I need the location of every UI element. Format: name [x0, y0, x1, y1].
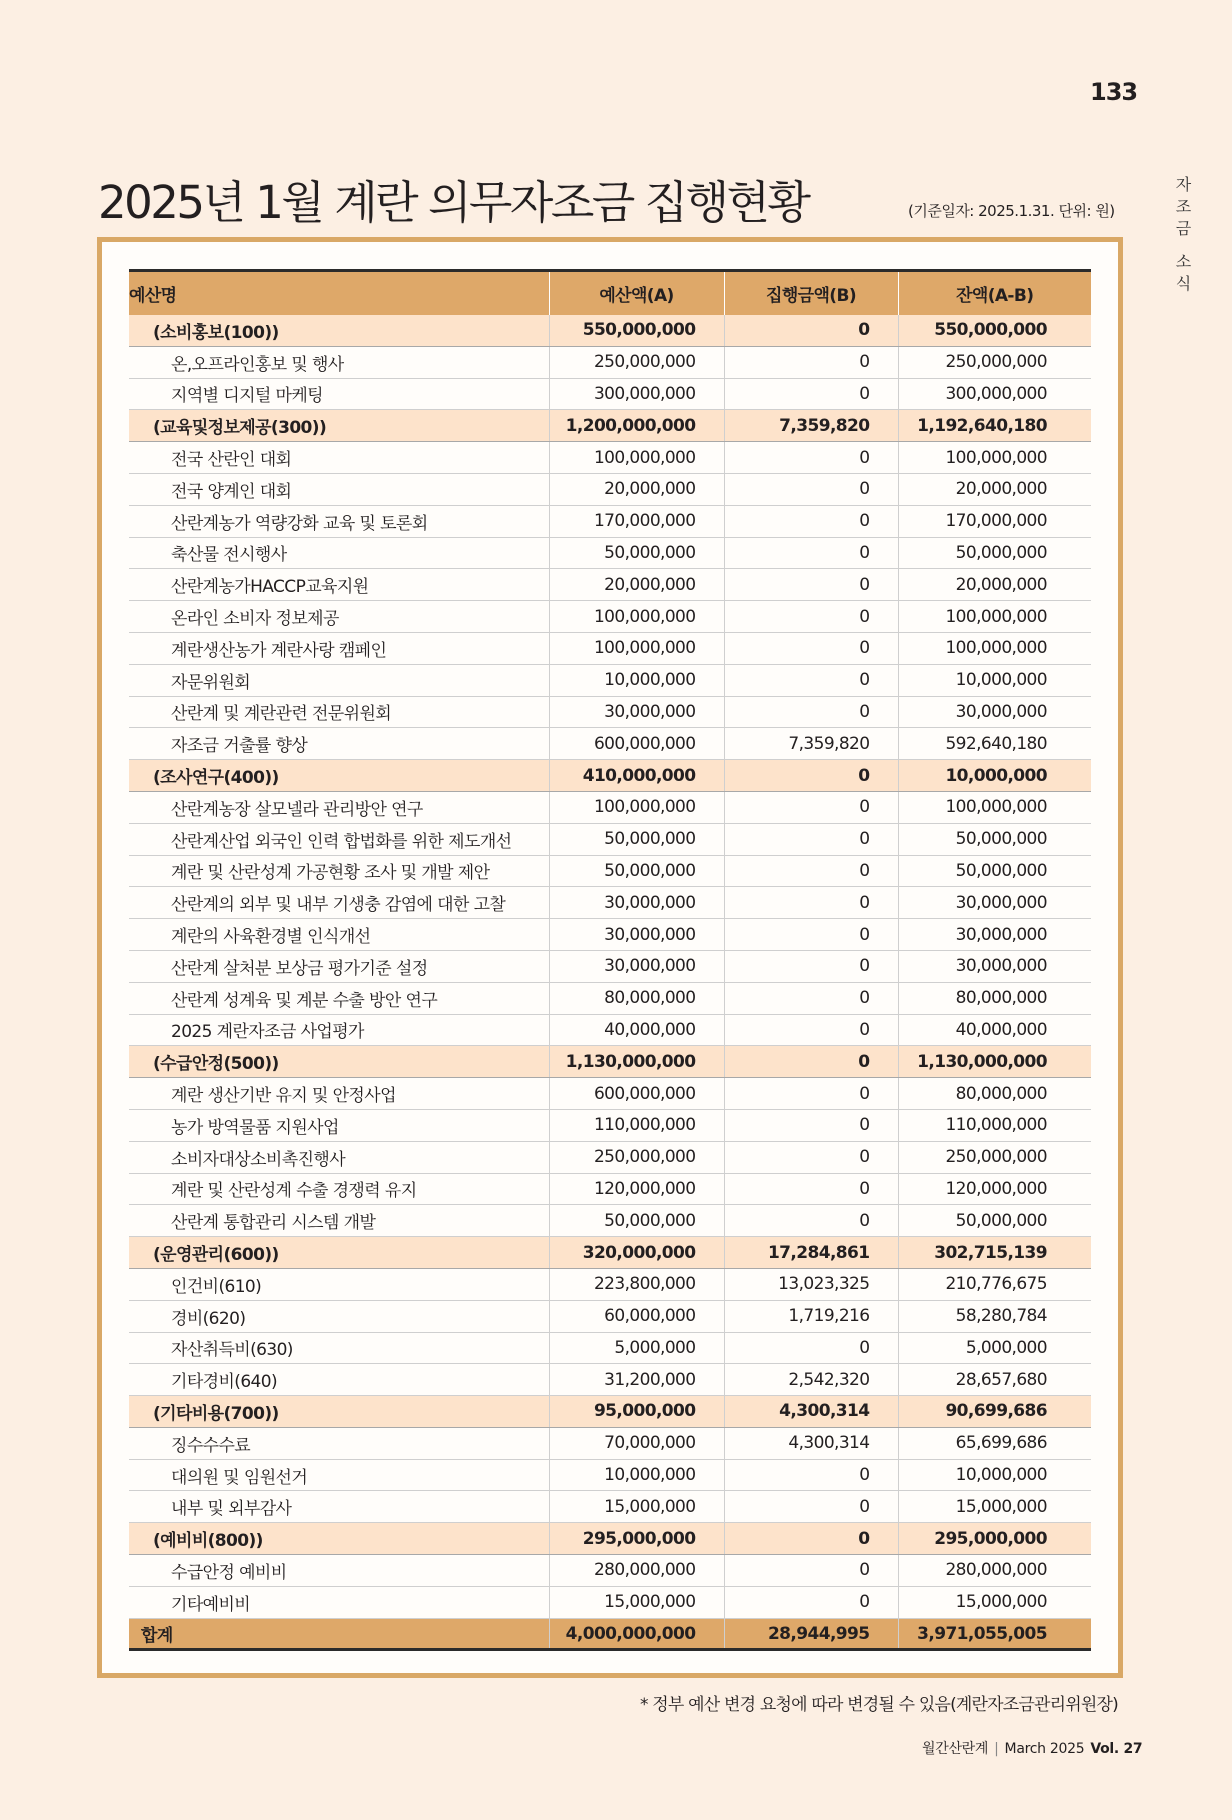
cell-remaining: 5,000,000 [898, 1332, 1091, 1364]
table-group-row [129, 315, 1091, 347]
cell-budget-amount: 30,000,000 [549, 919, 724, 951]
magazine-name: 월간산란계 [922, 1741, 989, 1757]
cell-executed-amount: 0 [724, 1523, 898, 1555]
cell-executed-amount: 0 [724, 1014, 898, 1046]
table-row [129, 1141, 1091, 1173]
cell-budget-name: 산란계 성계육 및 계분 수출 방안 연구 [129, 982, 549, 1014]
cell-budget-amount: 280,000,000 [549, 1555, 724, 1587]
cell-executed-amount: 4,300,314 [724, 1396, 898, 1428]
cell-budget-name: 전국 산란인 대회 [129, 442, 549, 474]
cell-budget-amount: 110,000,000 [549, 1109, 724, 1141]
cell-budget-name: 소비자대상소비촉진행사 [129, 1141, 549, 1173]
table-group-row [129, 1396, 1091, 1428]
cell-remaining: 302,715,139 [898, 1237, 1091, 1269]
cell-budget-name: 온라인 소비자 정보제공 [129, 601, 549, 633]
cell-budget-name: 계란생산농가 계란사랑 캠페인 [129, 632, 549, 664]
cell-budget-name: 온,오프라인홍보 및 행사 [129, 346, 549, 378]
cell-remaining: 10,000,000 [898, 1459, 1091, 1491]
table-total-row [129, 1618, 1091, 1650]
cell-executed-amount: 7,359,820 [724, 410, 898, 442]
cell-remaining: 210,776,675 [898, 1268, 1091, 1300]
table-row [129, 346, 1091, 378]
cell-executed-amount: 0 [724, 1078, 898, 1110]
cell-executed-amount: 13,023,325 [724, 1268, 898, 1300]
cell-remaining: 30,000,000 [898, 919, 1091, 951]
cell-remaining: 90,699,686 [898, 1396, 1091, 1428]
basis-note: (기준일자: 2025.1.31. 단위: 원) [908, 202, 1115, 220]
table-row [129, 569, 1091, 601]
table-row [129, 537, 1091, 569]
cell-budget-amount: 100,000,000 [549, 632, 724, 664]
header-budget-name: 예산명 [129, 271, 549, 315]
header-budget-amount: 예산액(A) [549, 271, 724, 315]
cell-executed-amount: 0 [724, 919, 898, 951]
cell-budget-amount: 600,000,000 [549, 1078, 724, 1110]
cell-budget-amount: 223,800,000 [549, 1268, 724, 1300]
cell-executed-amount: 1,719,216 [724, 1300, 898, 1332]
cell-executed-amount: 0 [724, 1332, 898, 1364]
cell-remaining: 110,000,000 [898, 1109, 1091, 1141]
issue-volume: Vol. 27 [1090, 1741, 1143, 1757]
table-row [129, 601, 1091, 633]
cell-remaining: 30,000,000 [898, 696, 1091, 728]
cell-budget-amount: 4,000,000,000 [549, 1618, 724, 1650]
cell-budget-amount: 15,000,000 [549, 1586, 724, 1618]
cell-budget-name: (조사연구(400)) [129, 760, 549, 792]
cell-remaining: 15,000,000 [898, 1586, 1091, 1618]
page-number: 133 [1090, 78, 1138, 106]
cell-budget-amount: 100,000,000 [549, 442, 724, 474]
cell-executed-amount: 0 [724, 346, 898, 378]
table-row [129, 505, 1091, 537]
cell-executed-amount: 0 [724, 601, 898, 633]
cell-remaining: 50,000,000 [898, 823, 1091, 855]
cell-budget-name: 경비(620) [129, 1300, 549, 1332]
cell-remaining: 3,971,055,005 [898, 1618, 1091, 1650]
cell-executed-amount: 0 [724, 1555, 898, 1587]
cell-remaining: 58,280,784 [898, 1300, 1091, 1332]
cell-remaining: 65,699,686 [898, 1427, 1091, 1459]
cell-budget-amount: 15,000,000 [549, 1491, 724, 1523]
cell-executed-amount: 0 [724, 791, 898, 823]
cell-remaining: 1,130,000,000 [898, 1046, 1091, 1078]
cell-executed-amount: 7,359,820 [724, 728, 898, 760]
cell-budget-name: 산란계 통합관리 시스템 개발 [129, 1205, 549, 1237]
table-row [129, 473, 1091, 505]
cell-remaining: 120,000,000 [898, 1173, 1091, 1205]
cell-budget-name: 계란 생산기반 유지 및 안정사업 [129, 1078, 549, 1110]
cell-budget-name: 축산물 전시행사 [129, 537, 549, 569]
table-row [129, 1014, 1091, 1046]
table-row [129, 982, 1091, 1014]
table-frame [97, 237, 1123, 1678]
cell-executed-amount: 0 [724, 696, 898, 728]
cell-budget-name: 수급안정 예비비 [129, 1555, 549, 1587]
cell-budget-name: (예비비(800)) [129, 1523, 549, 1555]
cell-budget-amount: 40,000,000 [549, 1014, 724, 1046]
cell-budget-amount: 120,000,000 [549, 1173, 724, 1205]
cell-executed-amount: 0 [724, 855, 898, 887]
cell-remaining: 80,000,000 [898, 982, 1091, 1014]
footer-separator: | [994, 1741, 999, 1757]
cell-executed-amount: 17,284,861 [724, 1237, 898, 1269]
table-row [129, 887, 1091, 919]
cell-executed-amount: 0 [724, 632, 898, 664]
cell-executed-amount: 0 [724, 982, 898, 1014]
cell-budget-amount: 20,000,000 [549, 473, 724, 505]
cell-budget-name: 기타예비비 [129, 1586, 549, 1618]
cell-budget-name: 산란계 및 계란관련 전문위원회 [129, 696, 549, 728]
table-row [129, 378, 1091, 410]
footnote: * 정부 예산 변경 요청에 따라 변경될 수 있음(계란자조금관리위원장) [640, 1695, 1118, 1715]
cell-executed-amount: 0 [724, 1491, 898, 1523]
cell-budget-name: 농가 방역물품 지원사업 [129, 1109, 549, 1141]
cell-executed-amount: 0 [724, 442, 898, 474]
cell-remaining: 295,000,000 [898, 1523, 1091, 1555]
cell-remaining: 1,192,640,180 [898, 410, 1091, 442]
table-group-row [129, 1046, 1091, 1078]
cell-executed-amount: 0 [724, 505, 898, 537]
cell-budget-amount: 20,000,000 [549, 569, 724, 601]
cell-budget-amount: 250,000,000 [549, 1141, 724, 1173]
cell-executed-amount: 4,300,314 [724, 1427, 898, 1459]
cell-executed-amount: 2,542,320 [724, 1364, 898, 1396]
table-header [129, 271, 1091, 315]
cell-budget-name: (소비홍보(100)) [129, 315, 549, 347]
table-row [129, 1173, 1091, 1205]
cell-budget-name: 산란계산업 외국인 인력 합법화를 위한 제도개선 [129, 823, 549, 855]
cell-budget-amount: 60,000,000 [549, 1300, 724, 1332]
issue-month: March 2025 [1004, 1741, 1085, 1757]
table-row [129, 1078, 1091, 1110]
cell-executed-amount: 0 [724, 473, 898, 505]
table-group-row [129, 1237, 1091, 1269]
cell-budget-name: 전국 양계인 대회 [129, 473, 549, 505]
cell-budget-amount: 170,000,000 [549, 505, 724, 537]
cell-executed-amount: 0 [724, 315, 898, 347]
table-row [129, 1491, 1091, 1523]
cell-budget-amount: 30,000,000 [549, 887, 724, 919]
cell-remaining: 30,000,000 [898, 887, 1091, 919]
cell-executed-amount: 28,944,995 [724, 1618, 898, 1650]
table-row [129, 1459, 1091, 1491]
cell-remaining: 250,000,000 [898, 1141, 1091, 1173]
cell-executed-amount: 0 [724, 378, 898, 410]
cell-budget-amount: 95,000,000 [549, 1396, 724, 1428]
cell-executed-amount: 0 [724, 1173, 898, 1205]
cell-budget-name: 계란 및 산란성계 수출 경쟁력 유지 [129, 1173, 549, 1205]
cell-executed-amount: 0 [724, 1141, 898, 1173]
cell-budget-amount: 250,000,000 [549, 346, 724, 378]
cell-budget-amount: 30,000,000 [549, 696, 724, 728]
cell-remaining: 100,000,000 [898, 601, 1091, 633]
cell-budget-amount: 30,000,000 [549, 950, 724, 982]
table-group-row [129, 1523, 1091, 1555]
page-footer [922, 1738, 1142, 1758]
cell-budget-amount: 10,000,000 [549, 664, 724, 696]
cell-budget-amount: 410,000,000 [549, 760, 724, 792]
cell-budget-amount: 50,000,000 [549, 1205, 724, 1237]
cell-budget-name: (운영관리(600)) [129, 1237, 549, 1269]
cell-budget-amount: 100,000,000 [549, 601, 724, 633]
cell-remaining: 100,000,000 [898, 791, 1091, 823]
section-side-label: 자조금 소식 [1173, 176, 1192, 298]
cell-budget-name: 지역별 디지털 마케팅 [129, 378, 549, 410]
cell-remaining: 300,000,000 [898, 378, 1091, 410]
cell-budget-name: 대의원 및 임원선거 [129, 1459, 549, 1491]
table-row [129, 791, 1091, 823]
cell-budget-amount: 80,000,000 [549, 982, 724, 1014]
table-row [129, 664, 1091, 696]
cell-remaining: 100,000,000 [898, 442, 1091, 474]
cell-budget-name: 자문위원회 [129, 664, 549, 696]
table-row [129, 1555, 1091, 1587]
cell-remaining: 15,000,000 [898, 1491, 1091, 1523]
table-row [129, 1205, 1091, 1237]
cell-budget-name: 계란의 사육환경별 인식개선 [129, 919, 549, 951]
cell-executed-amount: 0 [724, 1586, 898, 1618]
cell-budget-amount: 320,000,000 [549, 1237, 724, 1269]
cell-budget-name: 계란 및 산란성계 가공현황 조사 및 개발 제안 [129, 855, 549, 887]
cell-budget-amount: 100,000,000 [549, 791, 724, 823]
cell-executed-amount: 0 [724, 887, 898, 919]
cell-budget-amount: 550,000,000 [549, 315, 724, 347]
cell-budget-amount: 50,000,000 [549, 855, 724, 887]
cell-budget-amount: 300,000,000 [549, 378, 724, 410]
table-row [129, 1427, 1091, 1459]
cell-executed-amount: 0 [724, 823, 898, 855]
cell-executed-amount: 0 [724, 1459, 898, 1491]
cell-remaining: 250,000,000 [898, 346, 1091, 378]
cell-budget-amount: 10,000,000 [549, 1459, 724, 1491]
cell-budget-name: 산란계 살처분 보상금 평가기준 설정 [129, 950, 549, 982]
cell-executed-amount: 0 [724, 950, 898, 982]
cell-remaining: 170,000,000 [898, 505, 1091, 537]
header-row [129, 271, 1091, 315]
cell-remaining: 550,000,000 [898, 315, 1091, 347]
cell-remaining: 40,000,000 [898, 1014, 1091, 1046]
cell-remaining: 10,000,000 [898, 760, 1091, 792]
table-row [129, 442, 1091, 474]
cell-budget-name: 산란계의 외부 및 내부 기생충 감염에 대한 고찰 [129, 887, 549, 919]
cell-budget-name: 자산취득비(630) [129, 1332, 549, 1364]
cell-budget-name: 합계 [129, 1618, 549, 1650]
cell-remaining: 80,000,000 [898, 1078, 1091, 1110]
table-row [129, 1332, 1091, 1364]
cell-budget-name: (수급안정(500)) [129, 1046, 549, 1078]
header-executed-amount: 집행금액(B) [724, 271, 898, 315]
cell-budget-amount: 70,000,000 [549, 1427, 724, 1459]
table-body [129, 315, 1091, 1650]
table-row [129, 1268, 1091, 1300]
cell-budget-amount: 31,200,000 [549, 1364, 724, 1396]
cell-budget-amount: 1,200,000,000 [549, 410, 724, 442]
table-row [129, 1109, 1091, 1141]
cell-budget-amount: 1,130,000,000 [549, 1046, 724, 1078]
cell-budget-name: 자조금 거출률 향상 [129, 728, 549, 760]
table-group-row [129, 410, 1091, 442]
cell-budget-name: 기타경비(640) [129, 1364, 549, 1396]
cell-budget-amount: 295,000,000 [549, 1523, 724, 1555]
table-row [129, 855, 1091, 887]
cell-executed-amount: 0 [724, 760, 898, 792]
cell-remaining: 28,657,680 [898, 1364, 1091, 1396]
cell-executed-amount: 0 [724, 1109, 898, 1141]
cell-remaining: 280,000,000 [898, 1555, 1091, 1587]
cell-budget-name: 산란계농장 살모넬라 관리방안 연구 [129, 791, 549, 823]
cell-budget-name: (교육및정보제공(300)) [129, 410, 549, 442]
cell-budget-name: 산란계농가 역량강화 교육 및 토론회 [129, 505, 549, 537]
cell-executed-amount: 0 [724, 664, 898, 696]
table-group-row [129, 760, 1091, 792]
cell-executed-amount: 0 [724, 569, 898, 601]
cell-remaining: 592,640,180 [898, 728, 1091, 760]
table-row [129, 950, 1091, 982]
cell-budget-name: 징수수수료 [129, 1427, 549, 1459]
table-row [129, 632, 1091, 664]
cell-remaining: 10,000,000 [898, 664, 1091, 696]
cell-budget-amount: 5,000,000 [549, 1332, 724, 1364]
cell-budget-amount: 50,000,000 [549, 823, 724, 855]
table-row [129, 728, 1091, 760]
table-row [129, 1586, 1091, 1618]
cell-remaining: 50,000,000 [898, 855, 1091, 887]
cell-remaining: 50,000,000 [898, 1205, 1091, 1237]
cell-budget-name: 2025 계란자조금 사업평가 [129, 1014, 549, 1046]
cell-remaining: 30,000,000 [898, 950, 1091, 982]
cell-remaining: 20,000,000 [898, 473, 1091, 505]
cell-executed-amount: 0 [724, 1205, 898, 1237]
cell-budget-name: 산란계농가HACCP교육지원 [129, 569, 549, 601]
page-title: 2025년 1월 계란 의무자조금 집행현황 [98, 176, 809, 229]
table-row [129, 1300, 1091, 1332]
table-row [129, 1364, 1091, 1396]
header-remaining: 잔액(A-B) [956, 285, 1034, 306]
cell-executed-amount: 0 [724, 537, 898, 569]
cell-budget-amount: 50,000,000 [549, 537, 724, 569]
cell-executed-amount: 0 [724, 1046, 898, 1078]
table-row [129, 919, 1091, 951]
cell-budget-name: 내부 및 외부감사 [129, 1491, 549, 1523]
cell-budget-amount: 600,000,000 [549, 728, 724, 760]
cell-remaining: 20,000,000 [898, 569, 1091, 601]
budget-table [129, 269, 1091, 1651]
cell-remaining: 100,000,000 [898, 632, 1091, 664]
cell-budget-name: 인건비(610) [129, 1268, 549, 1300]
table-row [129, 696, 1091, 728]
cell-remaining: 50,000,000 [898, 537, 1091, 569]
table-row [129, 823, 1091, 855]
cell-budget-name: (기타비용(700)) [129, 1396, 549, 1428]
